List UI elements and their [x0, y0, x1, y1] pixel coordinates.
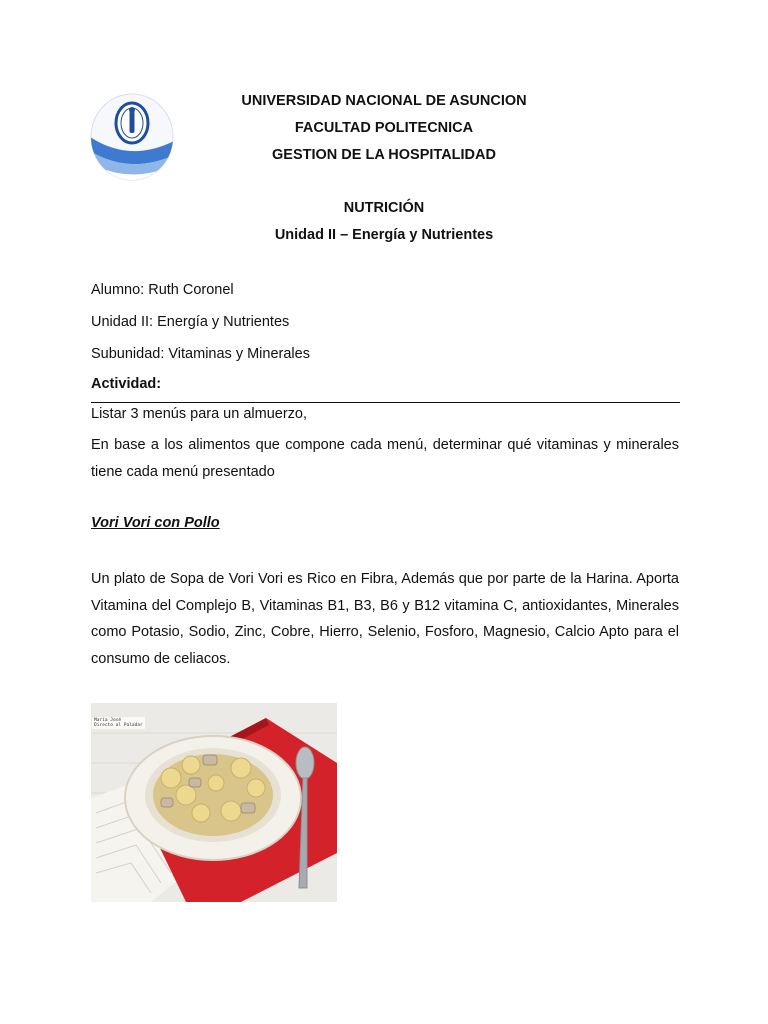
program-name: GESTION DE LA HOSPITALIDAD [272, 147, 496, 163]
subunit-line: Subunidad: Vitaminas y Minerales [91, 346, 310, 362]
dish-title: Vori Vori con Pollo [91, 515, 220, 531]
faculty-name: FACULTAD POLITECNICA [294, 120, 474, 136]
activity-line-2: En base a los alimentos que compone cada menú, determinar qué vitaminas y minerales tiene cada menú presentado [91, 437, 679, 480]
unit-title: Unidad II – Energía y Nutrientes [274, 227, 494, 243]
activity-divider [91, 402, 680, 403]
photo-watermark: María José Directo al Paladar [94, 718, 143, 728]
activity-label: Actividad: [91, 376, 162, 392]
dish-photo [91, 703, 337, 902]
university-name: UNIVERSIDAD NACIONAL DE ASUNCION [241, 93, 527, 109]
dish-description: Un plato de Sopa de Vori Vori es Rico en Fibra, Además que por parte de la Harina. Aporta Vitamina del Complejo B, Vitaminas B1, B3, B6 y B12 vitamina C, antioxidantes, Minerales como Potasio, Sodio, Zinc, Cobre, Hierro, Selenio, Fosforo, Magnesio, Calcio Apto para el consumo de celiacos. [91, 571, 679, 667]
soup-illustration [91, 703, 337, 902]
subject-title: NUTRICIÓN [343, 200, 425, 216]
student-line: Alumno: Ruth Coronel [91, 282, 234, 298]
activity-line-1: Listar 3 menús para un almuerzo, [91, 406, 307, 422]
unit-line: Unidad II: Energía y Nutrientes [91, 314, 290, 330]
